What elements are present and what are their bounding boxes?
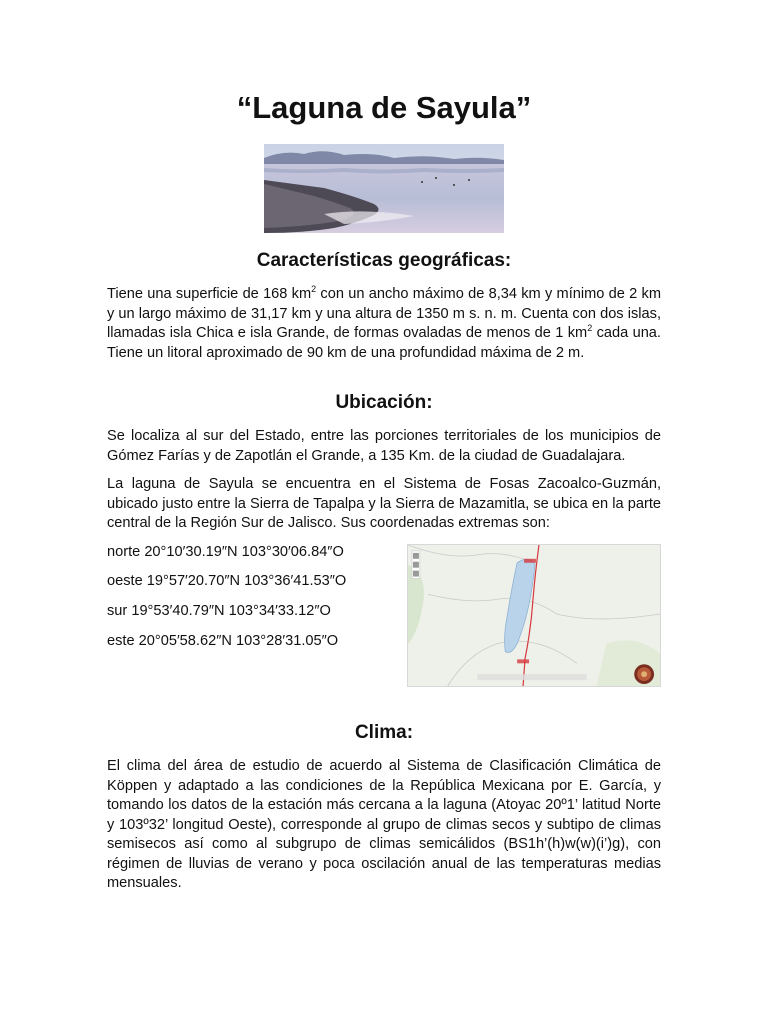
heading-geographic: Características geográficas: xyxy=(256,250,512,271)
document-title: “Laguna de Sayula” xyxy=(236,90,532,125)
coordinate-north: norte 20°10′30.19″N 103°30′06.84″O xyxy=(107,544,344,560)
lagoon-photo xyxy=(264,144,504,233)
location-map xyxy=(407,544,661,687)
coordinate-east: este 20°05′58.62″N 103°28′31.05″O xyxy=(107,633,339,649)
heading-location: Ubicación: xyxy=(335,392,433,413)
climate-paragraph: El clima del área de estudio de acuerdo al Sistema de Clasificación Climática de Köppen y adaptado a las condiciones de la República Mexicana por E. García, y tomando los datos de la estación más cercana a la laguna (Atoyac 20º1’ latitud Norte y 103º32’ longitud Oeste), corresponde al grupo de climas secos y subtipo de climas semisecos así como al subgrupo de climas semicálidos (BS1h’(h)w(w)(i’)g), con régimen de lluvias de verano y poca oscilación anual de las temperaturas medias mensuales. xyxy=(107,758,661,891)
location-paragraph-1: Se localiza al sur del Estado, entre las porciones territoriales de los municipios de Gómez Farías y de Zapotlán el Grande, a 135 Km. de la ciudad de Guadalajara. xyxy=(107,428,661,464)
location-paragraph-2: La laguna de Sayula se encuentra en el Sistema de Fosas Zacoalco-Guzmán, ubicado justo entre la Sierra de Tapalpa y la Sierra de Mazamitla, se ubica en la parte central de la Región Sur de Jalisco. Sus coordenadas extremas son: xyxy=(107,476,661,531)
coordinate-west: oeste 19°57′20.70″N 103°36′41.53″O xyxy=(107,573,347,589)
heading-climate: Clima: xyxy=(354,722,414,743)
geographic-paragraph: Tiene una superficie de 168 $km^2$ con un ancho máximo de 8,34 km y mínimo de 2 km y un largo máximo de 31,17 km y una altura de 1350 m s. n. m. Cuenta con dos islas, llamadas isla Chica e isla Grande, de formas ovaladas de menos de 1 $km^2$ cada una. Tiene un litoral aproximado de 90 km de una profundidad máxima de 2 m. xyxy=(107,284,661,361)
coordinate-south: sur 19°53′40.79″N 103°34′33.12″O xyxy=(107,603,331,619)
